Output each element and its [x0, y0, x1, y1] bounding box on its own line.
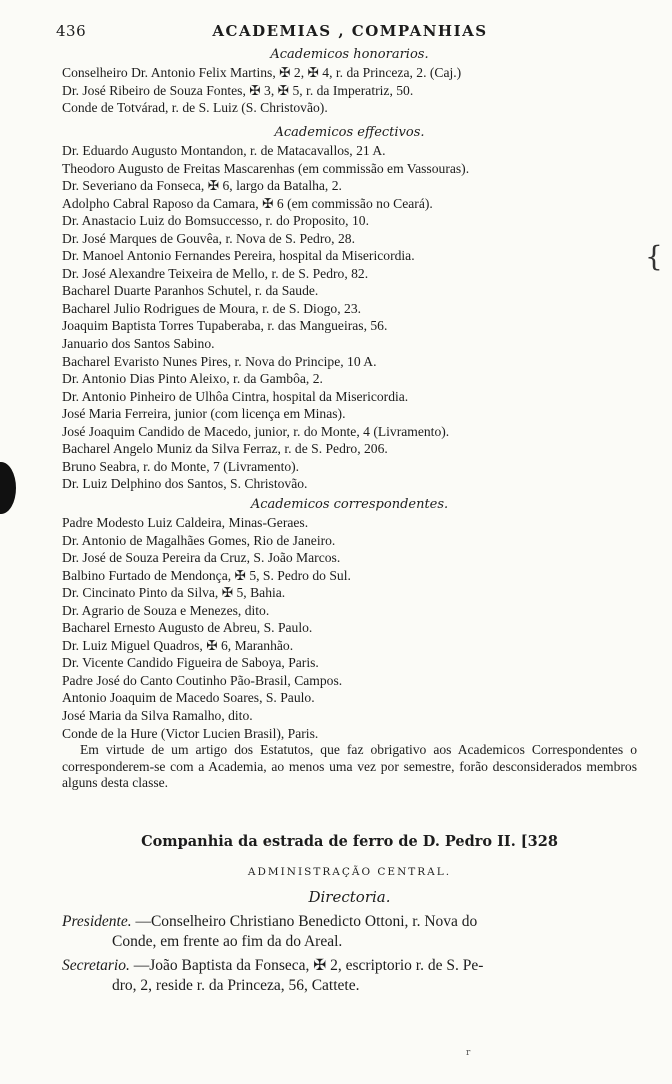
member-line: Joaquim Baptista Torres Tupaberaba, r. das Mangueiras, 56.	[62, 318, 388, 334]
officer-line	[62, 912, 637, 932]
member-line: José Joaquim Candido de Macedo, junior, r. do Monte, 4 (Livramento).	[62, 423, 450, 439]
member-line: Dr. José Alexandre Teixeira de Mello, r. de S. Pedro, 82.	[62, 265, 369, 281]
member-line: Bacharel Angelo Muniz da Silva Ferraz, r. de S. Pedro, 206.	[62, 441, 388, 457]
member-line: Dr. José de Souza Pereira da Cruz, S. João Marcos.	[62, 550, 341, 566]
member-line: José Maria Ferreira, junior (com licença em Minas).	[62, 406, 346, 422]
margin-bracket-mark: {	[645, 240, 663, 273]
member-line: Bruno Seabra, r. do Monte, 7 (Livramento).	[62, 458, 300, 474]
ink-blot	[0, 462, 16, 514]
section-effectivos	[62, 124, 637, 493]
member-line: Dr. Cincinato Pinto da Silva, ✠ 5, Bahia.	[62, 585, 286, 601]
member-line: Antonio Joaquim de Macedo Soares, S. Paulo.	[62, 690, 315, 706]
member-line: Bacharel Julio Rodrigues de Moura, r. de S. Diogo, 23.	[62, 300, 362, 316]
section-correspondentes	[62, 496, 637, 792]
member-line: Adolpho Cabral Raposo da Camara, ✠ 6 (em commissão no Ceará).	[62, 195, 433, 211]
member-line: Dr. Eduardo Augusto Montandon, r. de Matacavallos, 21 A.	[62, 143, 386, 158]
section-heading: Academicos correspondentes.	[250, 497, 449, 512]
member-line: Conde de la Hure (Victor Lucien Brasil), Paris.	[62, 725, 319, 741]
administration-caption: ADMINISTRAÇÃO CENTRAL.	[247, 866, 452, 878]
member-line: Theodoro Augusto de Freitas Mascarenhas (em commissão em Vassouras).	[62, 160, 470, 176]
officer-role: Secretario.	[62, 957, 130, 974]
member-line: Dr. Severiano da Fonseca, ✠ 6, largo da Batalha, 2.	[62, 178, 342, 194]
member-line: Januario dos Santos Sabino.	[62, 336, 215, 352]
member-line: Bacharel Ernesto Augusto de Abreu, S. Paulo.	[62, 620, 313, 636]
officer-entry	[62, 956, 637, 996]
footer-mark: r	[466, 1048, 471, 1058]
member-line: Dr. Antonio Dias Pinto Aleixo, r. da Gambôa, 2.	[62, 371, 323, 387]
member-line: Conde de Totvárad, r. de S. Luiz (S. Christovão).	[62, 100, 328, 116]
officer-line	[62, 956, 637, 976]
member-line: Balbino Furtado de Mendonça, ✠ 5, S. Pedro do Sul.	[62, 567, 351, 583]
section-honorarios	[62, 46, 637, 117]
member-line: Conselheiro Dr. Antonio Felix Martins, ✠ 2, ✠ 4, r. da Princeza, 2. (Caj.)	[62, 65, 462, 80]
running-title: ACADEMIAS , COMPANHIAS	[212, 22, 488, 40]
section-heading: Academicos effectivos.	[274, 125, 425, 140]
member-line: Dr. José Ribeiro de Souza Fontes, ✠ 3, ✠ 5, r. da Imperatriz, 50.	[62, 82, 414, 98]
member-line: Dr. Manoel Antonio Fernandes Pereira, hospital da Misericordia.	[62, 248, 415, 264]
statute-note: Em virtude de um artigo dos Estatutos, que faz obrigativo aos Academicos Correspondentes o corresponderem-se com a Academia, ao menos uma vez por semestre, forão desconsiderados membros alguns desta classe.	[62, 742, 637, 791]
page-header	[56, 22, 640, 44]
member-line: Dr. Anastacio Luiz do Bomsuccesso, r. do Proposito, 10.	[62, 213, 369, 229]
member-line: Dr. José Marques de Gouvêa, r. Nova de S. Pedro, 28.	[62, 230, 355, 246]
officer-continuation: dro, 2, reside r. da Princeza, 56, Cattete.	[112, 977, 360, 994]
member-line: José Maria da Silva Ramalho, dito.	[62, 708, 253, 724]
section-heading: Academicos honorarios.	[270, 47, 429, 62]
member-line: Padre Modesto Luiz Caldeira, Minas-Geraes.	[62, 515, 309, 530]
officer-entry	[62, 912, 637, 952]
member-line: Bacharel Evaristo Nunes Pires, r. Nova do Principe, 10 A.	[62, 353, 377, 369]
member-line: Dr. Vicente Candido Figueira de Saboya, Paris.	[62, 655, 319, 671]
member-line: Dr. Antonio de Magalhães Gomes, Rio de Janeiro.	[62, 532, 336, 548]
page-number: 436	[56, 22, 87, 40]
member-line: Bacharel Duarte Paranhos Schutel, r. da Saude.	[62, 283, 319, 299]
member-line: Dr. Luiz Delphino dos Santos, S. Christovão.	[62, 476, 308, 492]
member-line: Dr. Agrario de Souza e Menezes, dito.	[62, 602, 270, 618]
officer-continuation: Conde, em frente ao fim da do Areal.	[112, 933, 343, 950]
officer-role: Presidente.	[62, 913, 132, 930]
member-line: Padre José do Canto Coutinho Pão-Brasil, Campos.	[62, 672, 343, 688]
company-title: Companhia da estrada de ferro de D. Pedro II. [328	[141, 833, 558, 850]
member-line: Dr. Antonio Pinheiro de Ulhôa Cintra, hospital da Misericordia.	[62, 388, 409, 404]
officer-text: —Conselheiro Christiano Benedicto Ottoni, r. Nova do	[131, 913, 478, 930]
officer-text: —João Baptista da Fonseca, ✠ 2, escriptorio r. de S. Pe-	[129, 957, 484, 974]
directory-heading: Directoria.	[308, 888, 391, 906]
member-line: Dr. Luiz Miguel Quadros, ✠ 6, Maranhão.	[62, 637, 294, 653]
